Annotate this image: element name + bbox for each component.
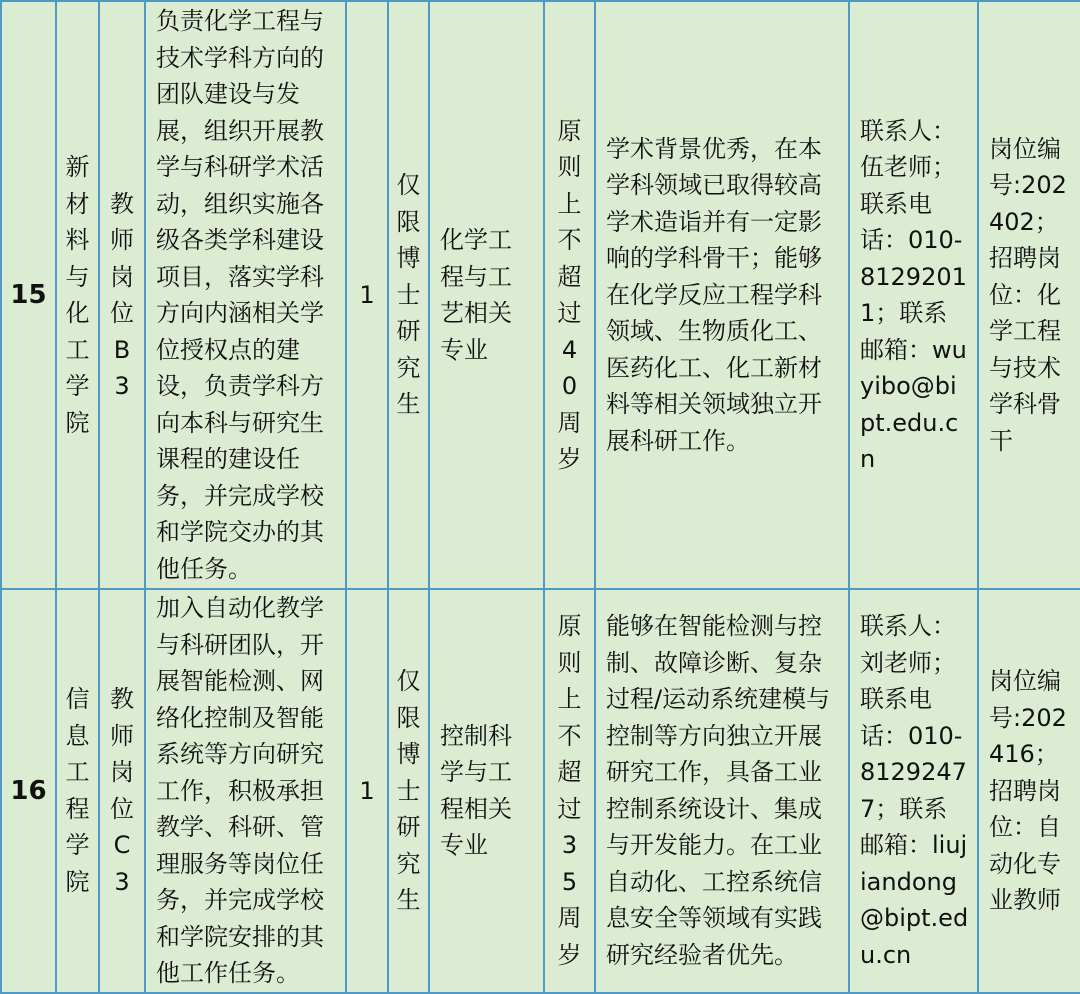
position-name: 教师岗位B3	[110, 189, 134, 400]
age-text: 原则上不超过40周岁	[557, 116, 582, 473]
requirements-cell: 能够在智能检测与控制、故障诊断、复杂过程/运动系统建模与控制等方向独立开展研究工作，具备工业控制系统设计、集成与开发能力。在工业自动化、工控系统信息安全等领域有实践研究经验者优先。	[595, 589, 849, 993]
position-cell	[99, 1, 145, 589]
college-name: 信息工程学院	[65, 685, 90, 896]
remark-cell: 岗位编号:202416； 招聘岗位：自动化专业教师	[978, 589, 1080, 993]
age-cell	[544, 589, 595, 993]
count-cell: 1	[346, 589, 388, 993]
row-number: 16	[1, 589, 56, 993]
position-name: 教师岗位C3	[110, 685, 134, 896]
duties-cell: 加入自动化教学与科研团队，开展智能检测、网络化控制及智能系统等方向研究工作，积极承担教学、科研、管理服务等岗位任务，并完成学校和学院安排的其他工作任务。	[145, 589, 346, 993]
college-name: 新材料与化工学院	[65, 153, 90, 437]
table-row	[1, 589, 1080, 993]
position-cell	[99, 589, 145, 993]
degree-cell	[388, 1, 429, 589]
age-text: 原则上不超过35周岁	[557, 612, 582, 969]
contact-cell: 联系人：伍老师；联系电话：010-81292011；联系邮箱：wuyibo@bipt.edu.cn	[849, 1, 978, 589]
remark-cell: 岗位编号:202402； 招聘岗位：化学工程与技术学科骨干	[978, 1, 1080, 589]
degree-text: 仅限博士研究生	[396, 667, 421, 914]
count-cell: 1	[346, 1, 388, 589]
college-cell	[56, 1, 99, 589]
table-row	[1, 1, 1080, 589]
major-cell: 化学工程与工艺相关专业	[429, 1, 544, 589]
degree-text: 仅限博士研究生	[396, 171, 421, 419]
contact-cell: 联系人：刘老师；联系电话：010-81292477；联系邮箱：liujiandong@bipt.edu.cn	[849, 589, 978, 993]
requirements-cell: 学术背景优秀，在本学科领域已取得较高学术造诣并有一定影响的学科骨干；能够在化学反应工程学科领域、生物质化工、医药化工、化工新材料等相关领域独立开展科研工作。	[595, 1, 849, 589]
degree-cell	[388, 589, 429, 993]
major-cell: 控制科学与工程相关专业	[429, 589, 544, 993]
college-cell	[56, 589, 99, 993]
age-cell	[544, 1, 595, 589]
duties-cell: 负责化学工程与技术学科方向的团队建设与发展，组织开展教学与科研学术活动，组织实施各级各类学科建设项目，落实学科方向内涵相关学位授权点的建设，负责学科方向本科与研究生课程的建设任务，并完成学校和学院交办的其他任务。	[145, 1, 346, 589]
row-number: 15	[1, 1, 56, 589]
